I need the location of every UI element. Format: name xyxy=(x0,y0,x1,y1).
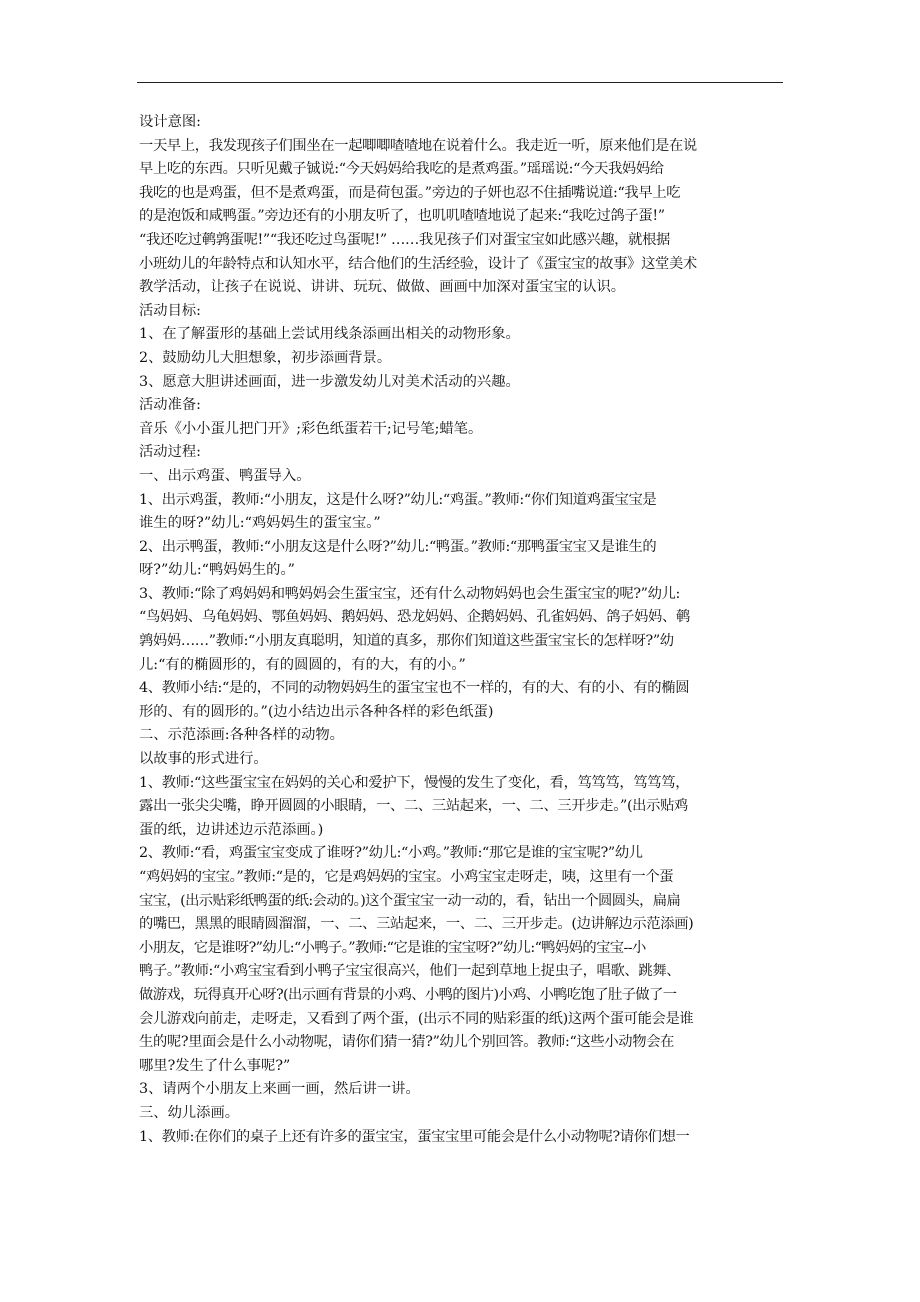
paragraph-line: 早上吃的东西。只听见戴子铖说:“今天妈妈给我吃的是煮鸡蛋。”瑶瑶说:“今天我妈妈给 xyxy=(139,161,664,178)
paragraph-line: 小朋友，它是谁呀?”幼儿:“小鸭子。”教师:“它是谁的宝宝呀?”幼儿:“鸭妈妈的宝宝--小 xyxy=(139,939,646,956)
paragraph-line: 形的、有的圆形的。”(边小结边出示各种各样的彩色纸蛋) xyxy=(139,703,494,720)
paragraph-line: 做游戏，玩得真开心呀?(出示画有背景的小鸡、小鸭的图片)小鸡、小鸭吃饱了肚子做了一 xyxy=(139,986,677,1003)
list-item: 1、在了解蛋形的基础上尝试用线条添画出相关的动物形象。 xyxy=(139,326,520,343)
paragraph-line: “我还吃过鹌鹑蛋呢!”“我还吃过鸟蛋呢!” ……我见孩子们对蛋宝宝如此感兴趣，就根据 xyxy=(139,231,670,248)
paragraph-line: 会儿游戏向前走，走呀走，又看到了两个蛋，(出示不同的贴彩蛋的纸)这两个蛋可能会是谁 xyxy=(139,1010,694,1027)
paragraph-line: 生的呢?里面会是什么小动物呢，请你们猜一猜?”幼儿个别回答。教师:“这些小动物会在 xyxy=(139,1034,675,1051)
list-item: 2、鼓励幼儿大胆想象，初步添画背景。 xyxy=(139,349,392,366)
document-body xyxy=(139,111,787,1149)
paragraph-line: 呀?”幼儿:“鸭妈妈生的。” xyxy=(139,562,295,579)
section-heading-goals: 活动目标: xyxy=(139,302,202,319)
list-item: 3、请两个小朋友上来画一画，然后讲一讲。 xyxy=(139,1081,420,1098)
paragraph-line: 鹑妈妈……”教师:“小朋友真聪明，知道的真多，那你们知道这些蛋宝宝长的怎样呀?”幼 xyxy=(139,633,674,650)
paragraph-line: 1、教师:“这些蛋宝宝在妈妈的关心和爱护下，慢慢的发生了变化，看，笃笃笃，笃笃笃， xyxy=(139,774,690,791)
subsection-heading: 二、示范添画:各种各样的动物。 xyxy=(139,727,344,744)
paragraph-line: 的嘴巴，黑黑的眼睛圆溜溜，一、二、三站起来，一、二、三开步走。(边讲解边示范添画) xyxy=(139,916,694,933)
paragraph-line: 哪里?发生了什么事呢?” xyxy=(139,1057,291,1074)
paragraph-line: 鸭子。”教师:“小鸡宝宝看到小鸭子宝宝很高兴，他们一起到草地上捉虫子，唱歌、跳舞、 xyxy=(139,963,681,980)
paragraph-line: 的是泡饭和咸鸭蛋。”旁边还有的小朋友听了，也叽叽喳喳地说了起来:“我吃过鸽子蛋!” xyxy=(139,208,665,225)
section-heading-design-intent: 设计意图: xyxy=(139,114,202,130)
paragraph-line: 小班幼儿的年龄特点和认知水平，结合他们的生活经验，设计了《蛋宝宝的故事》这堂美术 xyxy=(139,255,697,272)
paragraph-line: 宝宝，(出示贴彩纸鸭蛋的纸:会动的。)这个蛋宝宝一动一动的，看，钻出一个圆圆头，扁扁 xyxy=(139,892,681,909)
subsection-heading: 一、出示鸡蛋、鸭蛋导入。 xyxy=(139,467,311,484)
list-item: 3、愿意大胆讲述画面，进一步激发幼儿对美术活动的兴趣。 xyxy=(139,373,520,390)
paragraph-line: 教学活动，让孩子在说说、讲讲、玩玩、做做、画画中加深对蛋宝宝的认识。 xyxy=(139,279,626,296)
paragraph-line: 露出一张尖尖嘴，睁开圆圆的小眼睛，一、二、三站起来，一、二、三开步走。”(出示贴鸡 xyxy=(139,798,688,815)
paragraph-line: 1、出示鸡蛋，教师:“小朋友，这是什么呀?”幼儿:“鸡蛋。”教师:“你们知道鸡蛋宝宝是 xyxy=(139,491,657,508)
paragraph-line: 儿:“有的椭圆形的，有的圆圆的，有的大，有的小。” xyxy=(139,656,466,673)
paragraph-line: “鸟妈妈、乌龟妈妈、鄂鱼妈妈、鹅妈妈、恐龙妈妈、企鹅妈妈、孔雀妈妈、鸽子妈妈、鹌 xyxy=(139,609,690,626)
paragraph-line: 音乐《小小蛋儿把门开》;彩色纸蛋若干;记号笔;蜡笔。 xyxy=(139,420,483,437)
paragraph-line: 以故事的形式进行。 xyxy=(139,751,268,768)
paragraph-line: “鸡妈妈的宝宝。”教师:“是的，它是鸡妈妈的宝宝。小鸡宝宝走呀走，咦，这里有一个蛋 xyxy=(139,869,674,885)
header-rule xyxy=(137,82,783,83)
paragraph-line: 我吃的也是鸡蛋，但不是煮鸡蛋，而是荷包蛋。”旁边的子妍也忍不住插嘴说道:“我早上吃 xyxy=(139,184,681,201)
paragraph-line: 2、教师:“看，鸡蛋宝宝变成了谁呀?”幼儿:“小鸡。”教师:“那它是谁的宝宝呢?”幼儿 xyxy=(139,845,643,862)
paragraph-line: 2、出示鸭蛋，教师:“小朋友这是什么呀?”幼儿:“鸭蛋。”教师:“那鸭蛋宝宝又是谁生的 xyxy=(139,538,657,555)
subsection-heading: 三、幼儿添画。 xyxy=(139,1104,240,1121)
paragraph-line: 3、教师:“除了鸡妈妈和鸭妈妈会生蛋宝宝，还有什么动物妈妈也会生蛋宝宝的呢?”幼儿: xyxy=(139,585,680,602)
paragraph-line: 4、教师小结:“是的，不同的动物妈妈生的蛋宝宝也不一样的，有的大、有的小、有的椭圆 xyxy=(139,680,690,697)
section-heading-preparation: 活动准备: xyxy=(139,397,202,414)
section-heading-process: 活动过程: xyxy=(139,444,202,461)
paragraph-line: 一天早上，我发现孩子们围坐在一起唧唧喳喳地在说着什么。我走近一听，原来他们是在说 xyxy=(139,137,697,154)
paragraph-line: 谁生的呀?”幼儿:“鸡妈妈生的蛋宝宝。” xyxy=(139,515,381,532)
paragraph-line: 蛋的纸，边讲述边示范添画。) xyxy=(139,821,324,838)
paragraph-line: 1、教师:在你们的桌子上还有许多的蛋宝宝，蛋宝宝里可能会是什么小动物呢?请你们想一 xyxy=(139,1128,690,1145)
